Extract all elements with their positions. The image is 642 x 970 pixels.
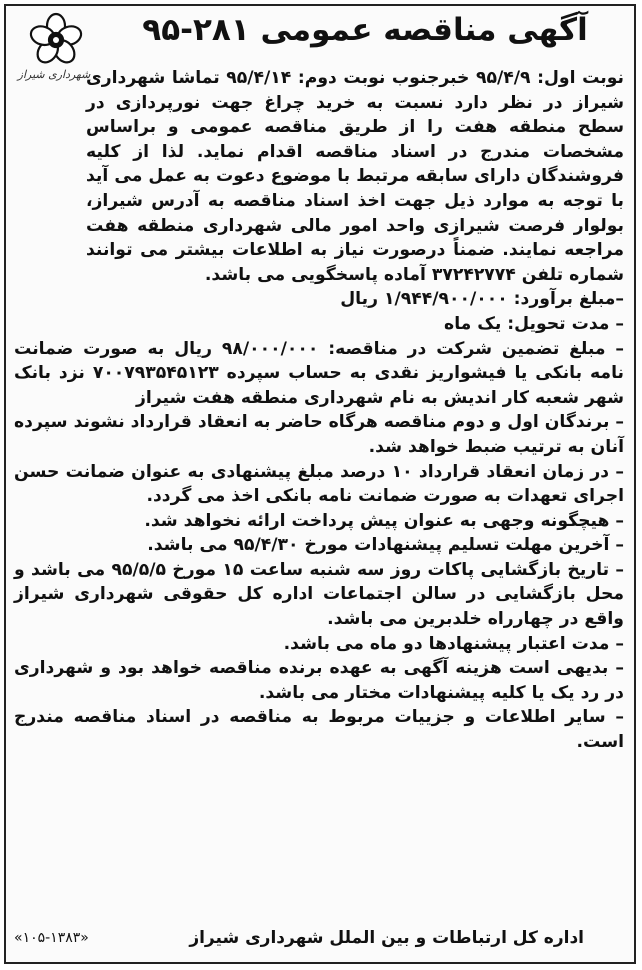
flower-logo-icon [12, 12, 100, 72]
item-delivery: – مدت تحویل: یک ماه [444, 313, 624, 334]
footer-code: «۱۰۵-۱۳۸۳» [14, 930, 89, 946]
item-cost: – بدیهی است هزینه آگهی به عهده برنده مناقصه خواهد بود و شهرداری در رد یک یا کلیه پیشنهادات مختار می باشد. [14, 658, 624, 703]
item-performance-bond: – در زمان انعقاد قرارداد ۱۰ درصد مبلغ پیشنهادی به عنوان ضمانت حسن اجرای تعهدات به صورت ضمانت نامه بانکی اخذ می گردد. [14, 461, 625, 507]
header [6, 6, 634, 81]
notice-title: آگهی مناقصه عمومی ۲۸۱-۹۵ [142, 12, 588, 48]
item-winners: – برندگان اول و دوم مناقصه هرگاه حاضر به انعقاد قرارداد نشوند سپرده آنان به ترتیب ضبط خواهد شد. [14, 412, 624, 457]
footer [14, 928, 624, 954]
notice-frame [4, 4, 636, 964]
logo-caption: شهرداری شیراز [17, 68, 91, 81]
item-validity: – مدت اعتبار پیشنهادها دو ماه می باشد. [283, 633, 624, 654]
item-prepayment: – هیچگونه وجهی به عنوان پیش پرداخت ارائه نخواهد شد. [144, 510, 624, 531]
item-opening: – تاریخ بازگشایی پاکات روز سه شنبه ساعت ۱۵ مورخ ۹۵/۵/۵ می باشد و محل بازگشایی در سالن اجتماعات اداره کل حقوقی شهرداری شیراز واقع در چهارراه خلدبرین می باشد. [14, 559, 625, 630]
item-deadline: – آخرین مهلت تسلیم پیشنهادات مورخ ۹۵/۴/۳۰ می باشد. [147, 535, 624, 556]
notice-body [14, 66, 624, 755]
item-estimate: –مبلغ برآورد: ۱/۹۴۴/۹۰۰/۰۰۰ ریال [340, 289, 624, 310]
footer-organization: اداره کل ارتباطات و بین الملل شهرداری شیراز [189, 928, 584, 948]
item-guarantee: – مبلغ تضمین شرکت در مناقصه: ۹۸/۰۰۰/۰۰۰ ریال به صورت ضمانت نامه بانکی یا فیشواریز نقدی به حساب سپرده ۷۰۰۷۹۳۵۴۵۱۲۳ نزد بانک شهر شعبه کار اندیش به نام شهرداری منطقه هفت شیراز [14, 338, 625, 408]
item-other-info: – سایر اطلاعات و جزییات مربوط به مناقصه در اسناد مناقصه مندرج است. [14, 707, 624, 753]
intro-paragraph: نوبت اول: ۹۵/۴/۹ خبرجنوب نوبت دوم: ۹۵/۴/۱۴ تماشا شهرداری شیراز در نظر دارد نسبت به خرید چراغ جهت نورپردازی در سطح منطقه هفت را از طریق مناقصه عمومی و براساس مشخصات مندرج در اسناد مناقصه اقدام نماید. لذا از کلیه فروشندگان دارای سابقه مرتبط با موضوع دعوت به عمل می آید با توجه به موارد ذیل جهت اخذ اسناد مناقصه به آدرس شیراز، بولوار فرصت شیرازی واحد امور مالی شهرداری منطقه هفت مراجعه نمایند. ضمناً درصورت نیاز به اطلاعات بیشتر می توانند شماره تلفن ۳۷۲۴۲۷۷۴ آماده پاسخگویی می باشد. [86, 68, 624, 285]
